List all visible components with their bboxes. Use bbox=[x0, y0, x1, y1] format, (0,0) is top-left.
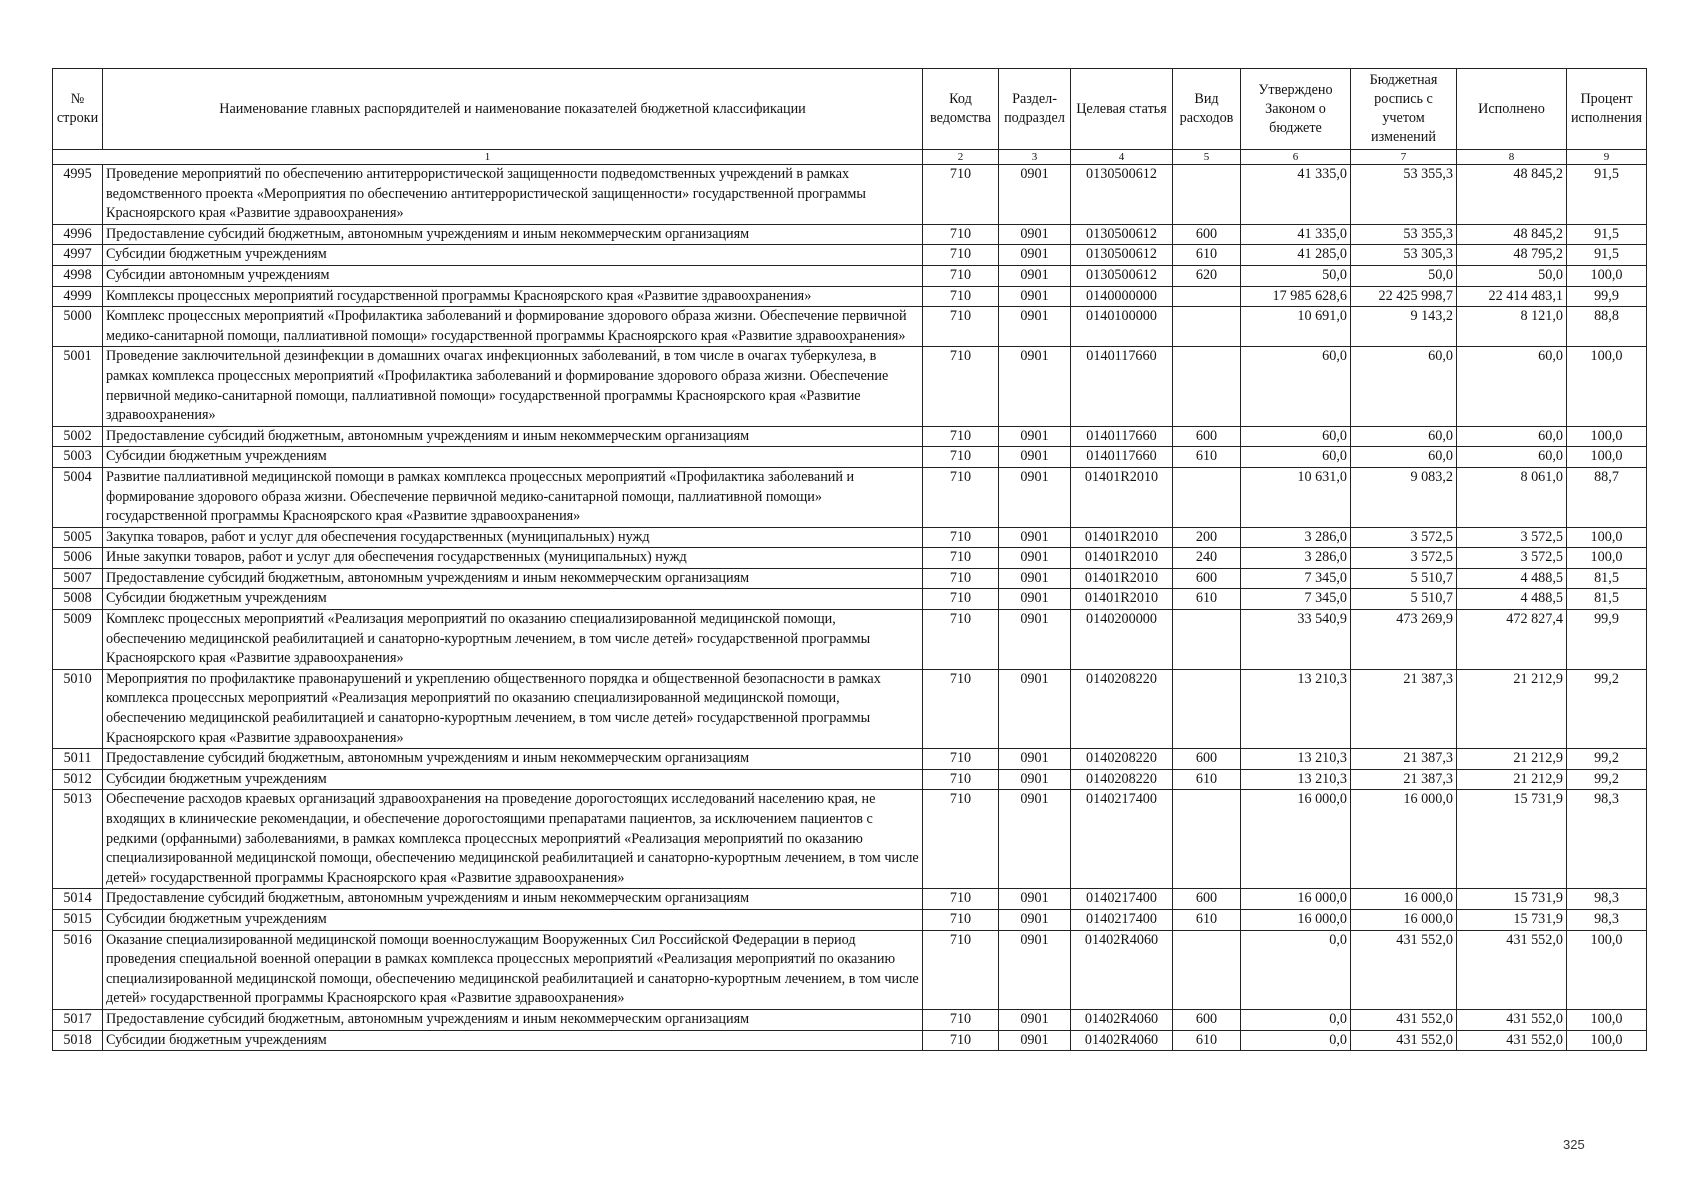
column-number: 9 bbox=[1567, 150, 1647, 165]
header-section: Раздел-подраздел bbox=[999, 69, 1071, 150]
approved-amount: 41 335,0 bbox=[1241, 224, 1351, 245]
budget-amount: 9 143,2 bbox=[1351, 307, 1457, 347]
execution-percent: 91,5 bbox=[1567, 165, 1647, 225]
executed-amount: 22 414 483,1 bbox=[1457, 286, 1567, 307]
row-name: Субсидии бюджетным учреждениям bbox=[103, 589, 923, 610]
approved-amount: 7 345,0 bbox=[1241, 589, 1351, 610]
page-number: 325 bbox=[1563, 1137, 1585, 1152]
row-number: 5017 bbox=[53, 1009, 103, 1030]
header-approved: Утверждено Законом о бюджете bbox=[1241, 69, 1351, 150]
row-name: Субсидии автономным учреждениям bbox=[103, 265, 923, 286]
table-row bbox=[53, 568, 1647, 589]
executed-amount: 431 552,0 bbox=[1457, 1030, 1567, 1051]
target-article: 0140208220 bbox=[1071, 769, 1173, 790]
budget-amount: 16 000,0 bbox=[1351, 790, 1457, 889]
executed-amount: 21 212,9 bbox=[1457, 769, 1567, 790]
row-name: Мероприятия по профилактике правонарушений и укреплению общественного порядка и общественной безопасности в рамках комплекса процессных мероприятий «Реализация мероприятий по оказанию специализированной медицинской помощи, обеспечению медицинской реабилитацией и санаторно-курортным лечением, в том числе детей» государственной программы Красноярского края «Развитие здравоохранения» bbox=[103, 669, 923, 748]
department-code: 710 bbox=[923, 245, 999, 266]
target-article: 0140100000 bbox=[1071, 307, 1173, 347]
approved-amount: 41 335,0 bbox=[1241, 165, 1351, 225]
expense-type: 600 bbox=[1173, 749, 1241, 770]
table-row bbox=[53, 426, 1647, 447]
execution-percent: 99,2 bbox=[1567, 669, 1647, 748]
table-row bbox=[53, 1009, 1647, 1030]
target-article: 01402R4060 bbox=[1071, 1030, 1173, 1051]
executed-amount: 3 572,5 bbox=[1457, 527, 1567, 548]
row-name: Субсидии бюджетным учреждениям bbox=[103, 447, 923, 468]
expense-type: 620 bbox=[1173, 265, 1241, 286]
execution-percent: 81,5 bbox=[1567, 589, 1647, 610]
department-code: 710 bbox=[923, 447, 999, 468]
approved-amount: 16 000,0 bbox=[1241, 889, 1351, 910]
column-number: 1 bbox=[53, 150, 923, 165]
table-row bbox=[53, 610, 1647, 670]
section-code: 0901 bbox=[999, 568, 1071, 589]
target-article: 0140117660 bbox=[1071, 426, 1173, 447]
budget-amount: 3 572,5 bbox=[1351, 527, 1457, 548]
department-code: 710 bbox=[923, 286, 999, 307]
header-budget-schedule: Бюджетная роспись с учетом изменений bbox=[1351, 69, 1457, 150]
table-row bbox=[53, 527, 1647, 548]
section-code: 0901 bbox=[999, 224, 1071, 245]
approved-amount: 3 286,0 bbox=[1241, 527, 1351, 548]
target-article: 0130500612 bbox=[1071, 245, 1173, 266]
execution-percent: 99,9 bbox=[1567, 610, 1647, 670]
approved-amount: 33 540,9 bbox=[1241, 610, 1351, 670]
header-expense-type: Вид расходов bbox=[1173, 69, 1241, 150]
approved-amount: 41 285,0 bbox=[1241, 245, 1351, 266]
budget-table bbox=[52, 68, 1647, 1051]
budget-amount: 21 387,3 bbox=[1351, 769, 1457, 790]
approved-amount: 50,0 bbox=[1241, 265, 1351, 286]
row-number: 4998 bbox=[53, 265, 103, 286]
table-row bbox=[53, 749, 1647, 770]
expense-type: 600 bbox=[1173, 224, 1241, 245]
execution-percent: 100,0 bbox=[1567, 447, 1647, 468]
table-header bbox=[53, 69, 1647, 165]
row-name: Предоставление субсидий бюджетным, автономным учреждениям и иным некоммерческим организациям bbox=[103, 224, 923, 245]
budget-amount: 473 269,9 bbox=[1351, 610, 1457, 670]
expense-type: 600 bbox=[1173, 568, 1241, 589]
budget-amount: 60,0 bbox=[1351, 426, 1457, 447]
executed-amount: 15 731,9 bbox=[1457, 889, 1567, 910]
column-number: 4 bbox=[1071, 150, 1173, 165]
department-code: 710 bbox=[923, 769, 999, 790]
approved-amount: 16 000,0 bbox=[1241, 909, 1351, 930]
approved-amount: 10 691,0 bbox=[1241, 307, 1351, 347]
row-number: 5013 bbox=[53, 790, 103, 889]
department-code: 710 bbox=[923, 669, 999, 748]
table-row bbox=[53, 286, 1647, 307]
row-name: Предоставление субсидий бюджетным, автономным учреждениям и иным некоммерческим организациям bbox=[103, 568, 923, 589]
row-name: Проведение заключительной дезинфекции в домашних очагах инфекционных заболеваний, в том числе в очагах туберкулеза, в рамках комплекса процессных мероприятий «Профилактика заболеваний и формирование здорового образа жизни. Обеспечение первичной медико-санитарной помощи, паллиативной помощи» государственной программы Красноярского края «Развитие здравоохранения» bbox=[103, 347, 923, 426]
row-number: 5011 bbox=[53, 749, 103, 770]
row-number: 5006 bbox=[53, 548, 103, 569]
row-name: Проведение мероприятий по обеспечению антитеррористической защищенности подведомственных учреждений в рамках ведомственного проекта «Мероприятия по обеспечению антитеррористической защищенности» государственной программы Красноярского края «Развитие здравоохранения» bbox=[103, 165, 923, 225]
column-number: 2 bbox=[923, 150, 999, 165]
execution-percent: 100,0 bbox=[1567, 930, 1647, 1009]
execution-percent: 100,0 bbox=[1567, 548, 1647, 569]
row-name: Иные закупки товаров, работ и услуг для обеспечения государственных (муниципальных) нужд bbox=[103, 548, 923, 569]
budget-amount: 5 510,7 bbox=[1351, 589, 1457, 610]
row-number: 5010 bbox=[53, 669, 103, 748]
target-article: 01401R2010 bbox=[1071, 568, 1173, 589]
row-name: Комплекс процессных мероприятий «Профилактика заболеваний и формирование здорового образа жизни. Обеспечение первичной медико-санитарной помощи, паллиативной помощи» государственной программы Красноярского края «Развитие здравоохранения» bbox=[103, 307, 923, 347]
execution-percent: 88,7 bbox=[1567, 467, 1647, 527]
approved-amount: 0,0 bbox=[1241, 1030, 1351, 1051]
table-body bbox=[53, 165, 1647, 1051]
column-number: 5 bbox=[1173, 150, 1241, 165]
approved-amount: 17 985 628,6 bbox=[1241, 286, 1351, 307]
section-code: 0901 bbox=[999, 889, 1071, 910]
budget-amount: 16 000,0 bbox=[1351, 889, 1457, 910]
expense-type: 200 bbox=[1173, 527, 1241, 548]
column-number: 3 bbox=[999, 150, 1071, 165]
executed-amount: 48 845,2 bbox=[1457, 224, 1567, 245]
executed-amount: 8 121,0 bbox=[1457, 307, 1567, 347]
executed-amount: 50,0 bbox=[1457, 265, 1567, 286]
row-number: 5002 bbox=[53, 426, 103, 447]
row-number: 5009 bbox=[53, 610, 103, 670]
expense-type: 600 bbox=[1173, 889, 1241, 910]
target-article: 0130500612 bbox=[1071, 265, 1173, 286]
expense-type bbox=[1173, 930, 1241, 1009]
table-row bbox=[53, 1030, 1647, 1051]
budget-amount: 21 387,3 bbox=[1351, 749, 1457, 770]
execution-percent: 91,5 bbox=[1567, 245, 1647, 266]
approved-amount: 13 210,3 bbox=[1241, 749, 1351, 770]
header-row-number: № строки bbox=[53, 69, 103, 150]
execution-percent: 100,0 bbox=[1567, 527, 1647, 548]
section-code: 0901 bbox=[999, 165, 1071, 225]
approved-amount: 60,0 bbox=[1241, 426, 1351, 447]
expense-type bbox=[1173, 307, 1241, 347]
row-name: Субсидии бюджетным учреждениям bbox=[103, 909, 923, 930]
executed-amount: 4 488,5 bbox=[1457, 589, 1567, 610]
department-code: 710 bbox=[923, 749, 999, 770]
department-code: 710 bbox=[923, 224, 999, 245]
table-row bbox=[53, 224, 1647, 245]
row-number: 5018 bbox=[53, 1030, 103, 1051]
target-article: 0130500612 bbox=[1071, 165, 1173, 225]
section-code: 0901 bbox=[999, 265, 1071, 286]
target-article: 01401R2010 bbox=[1071, 589, 1173, 610]
approved-amount: 16 000,0 bbox=[1241, 790, 1351, 889]
section-code: 0901 bbox=[999, 769, 1071, 790]
department-code: 710 bbox=[923, 307, 999, 347]
expense-type: 610 bbox=[1173, 909, 1241, 930]
row-number: 5012 bbox=[53, 769, 103, 790]
execution-percent: 99,2 bbox=[1567, 769, 1647, 790]
column-number: 7 bbox=[1351, 150, 1457, 165]
target-article: 0140000000 bbox=[1071, 286, 1173, 307]
header-name: Наименование главных распорядителей и наименование показателей бюджетной классификации bbox=[103, 69, 923, 150]
section-code: 0901 bbox=[999, 447, 1071, 468]
target-article: 0140117660 bbox=[1071, 447, 1173, 468]
expense-type: 610 bbox=[1173, 769, 1241, 790]
target-article: 0130500612 bbox=[1071, 224, 1173, 245]
table-row bbox=[53, 447, 1647, 468]
section-code: 0901 bbox=[999, 669, 1071, 748]
budget-report-page bbox=[52, 68, 1646, 1051]
expense-type: 240 bbox=[1173, 548, 1241, 569]
execution-percent: 88,8 bbox=[1567, 307, 1647, 347]
column-number-row bbox=[53, 150, 1647, 165]
section-code: 0901 bbox=[999, 1009, 1071, 1030]
budget-amount: 53 355,3 bbox=[1351, 165, 1457, 225]
row-name: Развитие паллиативной медицинской помощи в рамках комплекса процессных мероприятий «Профилактика заболеваний и формирование здорового образа жизни. Обеспечение первичной медико-санитарной помощи, паллиативной помощи» государственной программы Красноярского края «Развитие здравоохранения» bbox=[103, 467, 923, 527]
executed-amount: 15 731,9 bbox=[1457, 909, 1567, 930]
budget-amount: 3 572,5 bbox=[1351, 548, 1457, 569]
row-number: 5016 bbox=[53, 930, 103, 1009]
execution-percent: 100,0 bbox=[1567, 426, 1647, 447]
section-code: 0901 bbox=[999, 286, 1071, 307]
department-code: 710 bbox=[923, 1009, 999, 1030]
department-code: 710 bbox=[923, 889, 999, 910]
row-number: 4999 bbox=[53, 286, 103, 307]
target-article: 0140117660 bbox=[1071, 347, 1173, 426]
table-row bbox=[53, 909, 1647, 930]
executed-amount: 48 795,2 bbox=[1457, 245, 1567, 266]
budget-amount: 22 425 998,7 bbox=[1351, 286, 1457, 307]
expense-type: 610 bbox=[1173, 447, 1241, 468]
approved-amount: 7 345,0 bbox=[1241, 568, 1351, 589]
table-row bbox=[53, 347, 1647, 426]
approved-amount: 60,0 bbox=[1241, 447, 1351, 468]
target-article: 0140208220 bbox=[1071, 749, 1173, 770]
budget-amount: 5 510,7 bbox=[1351, 568, 1457, 589]
approved-amount: 13 210,3 bbox=[1241, 769, 1351, 790]
department-code: 710 bbox=[923, 165, 999, 225]
budget-amount: 431 552,0 bbox=[1351, 1009, 1457, 1030]
expense-type bbox=[1173, 286, 1241, 307]
execution-percent: 100,0 bbox=[1567, 265, 1647, 286]
budget-amount: 60,0 bbox=[1351, 447, 1457, 468]
section-code: 0901 bbox=[999, 930, 1071, 1009]
execution-percent: 100,0 bbox=[1567, 1009, 1647, 1030]
budget-amount: 53 305,3 bbox=[1351, 245, 1457, 266]
table-row bbox=[53, 467, 1647, 527]
table-row bbox=[53, 669, 1647, 748]
header-department-code: Код ведомства bbox=[923, 69, 999, 150]
executed-amount: 60,0 bbox=[1457, 347, 1567, 426]
row-name: Предоставление субсидий бюджетным, автономным учреждениям и иным некоммерческим организациям bbox=[103, 426, 923, 447]
row-name: Обеспечение расходов краевых организаций здравоохранения на проведение дорогостоящих исследований населению края, не входящих в клинические рекомендации, и обеспечение дорогостоящими препаратами пациентов, за исключением пациентов с редкими (орфанными) заболеваниями, в рамках комплекса процессных мероприятий «Реализация мероприятий по оказанию специализированной медицинской помощи, обеспечению медицинской реабилитацией и санаторно-курортным лечением, в том числе детей» государственной программы Красноярского края «Развитие здравоохранения» bbox=[103, 790, 923, 889]
target-article: 0140200000 bbox=[1071, 610, 1173, 670]
executed-amount: 15 731,9 bbox=[1457, 790, 1567, 889]
row-name: Субсидии бюджетным учреждениям bbox=[103, 245, 923, 266]
target-article: 01401R2010 bbox=[1071, 467, 1173, 527]
executed-amount: 60,0 bbox=[1457, 447, 1567, 468]
target-article: 0140208220 bbox=[1071, 669, 1173, 748]
section-code: 0901 bbox=[999, 548, 1071, 569]
execution-percent: 98,3 bbox=[1567, 790, 1647, 889]
section-code: 0901 bbox=[999, 749, 1071, 770]
section-code: 0901 bbox=[999, 245, 1071, 266]
row-name: Закупка товаров, работ и услуг для обеспечения государственных (муниципальных) нужд bbox=[103, 527, 923, 548]
execution-percent: 98,3 bbox=[1567, 909, 1647, 930]
target-article: 0140217400 bbox=[1071, 889, 1173, 910]
row-number: 4996 bbox=[53, 224, 103, 245]
department-code: 710 bbox=[923, 589, 999, 610]
target-article: 0140217400 bbox=[1071, 909, 1173, 930]
budget-amount: 50,0 bbox=[1351, 265, 1457, 286]
header-executed: Исполнено bbox=[1457, 69, 1567, 150]
expense-type bbox=[1173, 165, 1241, 225]
target-article: 0140217400 bbox=[1071, 790, 1173, 889]
row-name: Предоставление субсидий бюджетным, автономным учреждениям и иным некоммерческим организациям bbox=[103, 889, 923, 910]
budget-amount: 60,0 bbox=[1351, 347, 1457, 426]
executed-amount: 48 845,2 bbox=[1457, 165, 1567, 225]
row-number: 4997 bbox=[53, 245, 103, 266]
section-code: 0901 bbox=[999, 467, 1071, 527]
approved-amount: 60,0 bbox=[1241, 347, 1351, 426]
row-number: 5000 bbox=[53, 307, 103, 347]
department-code: 710 bbox=[923, 1030, 999, 1051]
department-code: 710 bbox=[923, 527, 999, 548]
target-article: 01402R4060 bbox=[1071, 1009, 1173, 1030]
target-article: 01401R2010 bbox=[1071, 527, 1173, 548]
row-name: Комплекс процессных мероприятий «Реализация мероприятий по оказанию специализированной медицинской помощи, обеспечению медицинской реабилитацией и санаторно-курортным лечением, в том числе детей» государственной программы Красноярского края «Развитие здравоохранения» bbox=[103, 610, 923, 670]
table-row bbox=[53, 307, 1647, 347]
executed-amount: 431 552,0 bbox=[1457, 930, 1567, 1009]
budget-amount: 53 355,3 bbox=[1351, 224, 1457, 245]
section-code: 0901 bbox=[999, 307, 1071, 347]
expense-type: 600 bbox=[1173, 426, 1241, 447]
department-code: 710 bbox=[923, 347, 999, 426]
row-number: 5008 bbox=[53, 589, 103, 610]
department-code: 710 bbox=[923, 568, 999, 589]
section-code: 0901 bbox=[999, 790, 1071, 889]
execution-percent: 100,0 bbox=[1567, 347, 1647, 426]
approved-amount: 0,0 bbox=[1241, 930, 1351, 1009]
approved-amount: 3 286,0 bbox=[1241, 548, 1351, 569]
table-row bbox=[53, 165, 1647, 225]
header-target-article: Целевая статья bbox=[1071, 69, 1173, 150]
row-number: 5015 bbox=[53, 909, 103, 930]
table-row bbox=[53, 265, 1647, 286]
execution-percent: 81,5 bbox=[1567, 568, 1647, 589]
department-code: 710 bbox=[923, 930, 999, 1009]
budget-amount: 431 552,0 bbox=[1351, 930, 1457, 1009]
row-number: 5001 bbox=[53, 347, 103, 426]
header-percent: Процент исполнения bbox=[1567, 69, 1647, 150]
department-code: 710 bbox=[923, 610, 999, 670]
target-article: 01401R2010 bbox=[1071, 548, 1173, 569]
executed-amount: 3 572,5 bbox=[1457, 548, 1567, 569]
table-row bbox=[53, 790, 1647, 889]
section-code: 0901 bbox=[999, 527, 1071, 548]
execution-percent: 99,2 bbox=[1567, 749, 1647, 770]
department-code: 710 bbox=[923, 467, 999, 527]
column-number: 6 bbox=[1241, 150, 1351, 165]
table-row bbox=[53, 769, 1647, 790]
row-name: Комплексы процессных мероприятий государственной программы Красноярского края «Развитие здравоохранения» bbox=[103, 286, 923, 307]
budget-amount: 16 000,0 bbox=[1351, 909, 1457, 930]
executed-amount: 60,0 bbox=[1457, 426, 1567, 447]
department-code: 710 bbox=[923, 790, 999, 889]
section-code: 0901 bbox=[999, 426, 1071, 447]
expense-type bbox=[1173, 669, 1241, 748]
row-number: 5004 bbox=[53, 467, 103, 527]
executed-amount: 21 212,9 bbox=[1457, 669, 1567, 748]
row-name: Предоставление субсидий бюджетным, автономным учреждениям и иным некоммерческим организациям bbox=[103, 749, 923, 770]
section-code: 0901 bbox=[999, 909, 1071, 930]
row-name: Субсидии бюджетным учреждениям bbox=[103, 769, 923, 790]
approved-amount: 13 210,3 bbox=[1241, 669, 1351, 748]
expense-type bbox=[1173, 467, 1241, 527]
table-row bbox=[53, 930, 1647, 1009]
executed-amount: 21 212,9 bbox=[1457, 749, 1567, 770]
row-number: 5007 bbox=[53, 568, 103, 589]
table-row bbox=[53, 589, 1647, 610]
department-code: 710 bbox=[923, 909, 999, 930]
row-number: 5014 bbox=[53, 889, 103, 910]
department-code: 710 bbox=[923, 265, 999, 286]
table-row bbox=[53, 889, 1647, 910]
row-number: 5003 bbox=[53, 447, 103, 468]
table-row bbox=[53, 245, 1647, 266]
executed-amount: 4 488,5 bbox=[1457, 568, 1567, 589]
row-number: 4995 bbox=[53, 165, 103, 225]
expense-type bbox=[1173, 347, 1241, 426]
budget-amount: 21 387,3 bbox=[1351, 669, 1457, 748]
execution-percent: 100,0 bbox=[1567, 1030, 1647, 1051]
executed-amount: 431 552,0 bbox=[1457, 1009, 1567, 1030]
department-code: 710 bbox=[923, 548, 999, 569]
row-name: Оказание специализированной медицинской помощи военнослужащим Вооруженных Сил Российской Федерации в период проведения специальной военной операции в рамках комплекса процессных мероприятий «Реализация мероприятий по оказанию специализированной медицинской помощи, обеспечению медицинской реабилитацией и санаторно-курортным лечением, в том числе детей» государственной программы Красноярского края «Развитие здравоохранения» bbox=[103, 930, 923, 1009]
section-code: 0901 bbox=[999, 347, 1071, 426]
budget-amount: 9 083,2 bbox=[1351, 467, 1457, 527]
budget-amount: 431 552,0 bbox=[1351, 1030, 1457, 1051]
execution-percent: 91,5 bbox=[1567, 224, 1647, 245]
approved-amount: 0,0 bbox=[1241, 1009, 1351, 1030]
execution-percent: 99,9 bbox=[1567, 286, 1647, 307]
expense-type: 610 bbox=[1173, 1030, 1241, 1051]
expense-type: 600 bbox=[1173, 1009, 1241, 1030]
target-article: 01402R4060 bbox=[1071, 930, 1173, 1009]
executed-amount: 472 827,4 bbox=[1457, 610, 1567, 670]
section-code: 0901 bbox=[999, 1030, 1071, 1051]
execution-percent: 98,3 bbox=[1567, 889, 1647, 910]
department-code: 710 bbox=[923, 426, 999, 447]
expense-type: 610 bbox=[1173, 245, 1241, 266]
section-code: 0901 bbox=[999, 589, 1071, 610]
expense-type: 610 bbox=[1173, 589, 1241, 610]
table-row bbox=[53, 548, 1647, 569]
column-number: 8 bbox=[1457, 150, 1567, 165]
expense-type bbox=[1173, 610, 1241, 670]
row-name: Субсидии бюджетным учреждениям bbox=[103, 1030, 923, 1051]
expense-type bbox=[1173, 790, 1241, 889]
row-name: Предоставление субсидий бюджетным, автономным учреждениям и иным некоммерческим организациям bbox=[103, 1009, 923, 1030]
executed-amount: 8 061,0 bbox=[1457, 467, 1567, 527]
row-number: 5005 bbox=[53, 527, 103, 548]
approved-amount: 10 631,0 bbox=[1241, 467, 1351, 527]
section-code: 0901 bbox=[999, 610, 1071, 670]
